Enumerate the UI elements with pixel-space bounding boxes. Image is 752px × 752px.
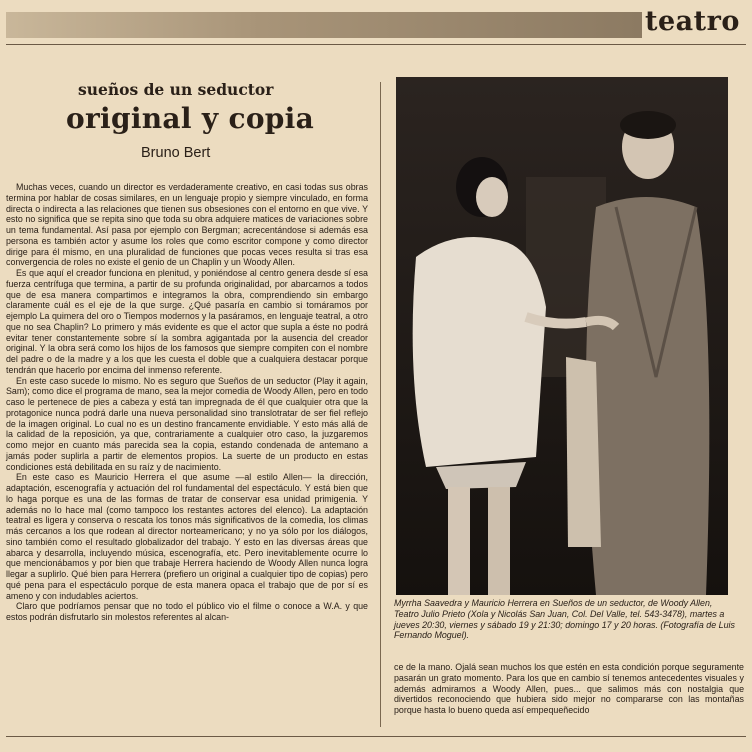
article-paragraph: En este caso es Mauricio Herrera el que asume —al estilo Allen— la dirección, adaptación, escenografía y actuación del rol fundamental del espectáculo. Y está bien que lo haga porque es una de las formas de tratar de conservar esa unidad primigenia. Y además no lo hace mal (como tampoco los restantes actores del elenco). La adaptación teatral es ligera y conserva o rescata los tonos más significativos de la comedia, los climas más cercanos a los que rodean al director norteamericano; y no ya sólo por los diálogos, sino también como el resultado globalizador del trabajo. Y esto en las diversas áreas que abarca y desarrolla, incluyendo música, escenografía, etc. Pero inevitablemente ocurre lo que mencionábamos y por bien que trabaje Herrera haciendo de Woody Allen nunca logra llegar a suplirlo. Qué bien para Herrera (prefiero un original a cualquier tipo de copias) pero qué pena para el espectáculo porque de esta manera opaca el trabajo que de por sí es ameno y con indudables aciertos. bbox=[6, 472, 368, 601]
article-continuation bbox=[394, 662, 744, 716]
article-body bbox=[6, 182, 368, 623]
article-kicker: sueños de un seductor bbox=[78, 80, 274, 99]
article-headline: original y copia bbox=[66, 102, 315, 135]
article-paragraph: Muchas veces, cuando un director es verdaderamente creativo, en casi todas sus obras termina por hablar de cosas similares, en un lenguaje propio y siempre vinculado, en forma directa o indirecta a las relaciones que tienen sus obsesiones con el entorno en que vive. Y esto no significa que se repita sino que toda su obra adquiere matices de variaciones sobre un tema fundamental. Así pasa por ejemplo con Bergman; acrecentándose si además esa persona es también actor y asume los roles que como escritor compone y como director dirige para él mismo, en una pluralidad de funciones que pocas veces resulta si tras esa convergencia de roles no existe el genio de un Chaplin y un Woody Allen. bbox=[6, 182, 368, 268]
header-band bbox=[6, 12, 642, 38]
continuation-paragraph: ce de la mano. Ojalá sean muchos los que estén en esta condición porque seguramente pasarán un grato momento. Para los que en cambio sí tenemos antecedentes visuales y además admiramos a Woody Allen, pues... que salimos más con nostalgia que divertidos reconociendo que hubiera sido mejor no compararse con las montañas porque hasta lo bueno queda así empequeñecido bbox=[394, 662, 744, 716]
article-paragraph: Claro que podríamos pensar que no todo el público vio el filme o conoce a W.A. y que estos podrán disfrutarlo sin molestos referentes al alcan- bbox=[6, 601, 368, 622]
stage-photo bbox=[396, 77, 728, 595]
section-label: teatro bbox=[645, 6, 740, 37]
bottom-rule bbox=[6, 736, 746, 737]
article-paragraph: Es que aquí el creador funciona en plenitud, y poniéndose al centro genera desde sí esa fuerza centrífuga que termina, a partir de su profunda originalidad, por abarcarnos a todos que de esa manera compartimos e integramos la obra, comprendiendo sin embargo claramente cuál es el eje de la que surge. ¿Qué pasaría en cambio si tomáramos por ejemplo La quimera del oro o Tiempos modernos y la pasáramos, en lenguaje teatral, a otro que no sea Chaplin? Lo primero y más evidente es que el actor que supla a éste no podrá evitar tener constantemente sobre sí la sombra agigantada por la ausencia del creador original. Y la obra será como los hijos de los famosos que siempre compiten con el nombre del padre o de la madre y a los que les cuesta el doble que a cualquiera destacar porque tendrán que hacerlo por encima del inmenso referente. bbox=[6, 268, 368, 375]
header-rule bbox=[6, 44, 746, 45]
article-paragraph: En este caso sucede lo mismo. No es seguro que Sueños de un seductor (Play it again, Sam); como dice el programa de mano, sea la mejor comedia de Woody Allen, pero en todo caso le pertenece de pies a cabeza y está tan impregnada de él que cualquier otra que la protagonice nunca podrá darle una nueva personalidad sino translotratar de ser fiel reflejo de la imagen original. Lo cual no es un destino francamente envidiable. Y esto más allá de la calidad de la reposición, ya que, contrariamente a cualquier otro caso, la juzgaremos como mejor en cuanto más parecida sea la copia, estando condenada de antemano a jamás poder suplirla a partir de elementos propios. La suerte de un producto en estas condiciones está debilitada en su raíz y de nacimiento. bbox=[6, 375, 368, 472]
photo-caption: Myrrha Saavedra y Mauricio Herrera en Sueños de un seductor, de Woody Allen, Teatro Julio Prieto (Xola y Nicolás San Juan, Col. Del Valle, tel. 543-3478), martes a jueves 20:30, viernes y sábado 19 y 21:30; domingo 17 y 20 horas. (Fotografía de Luis Fernando Moguel). bbox=[394, 598, 735, 641]
article-byline: Bruno Bert bbox=[141, 145, 211, 161]
column-divider bbox=[380, 82, 381, 727]
stage-photo-illustration bbox=[396, 77, 728, 595]
